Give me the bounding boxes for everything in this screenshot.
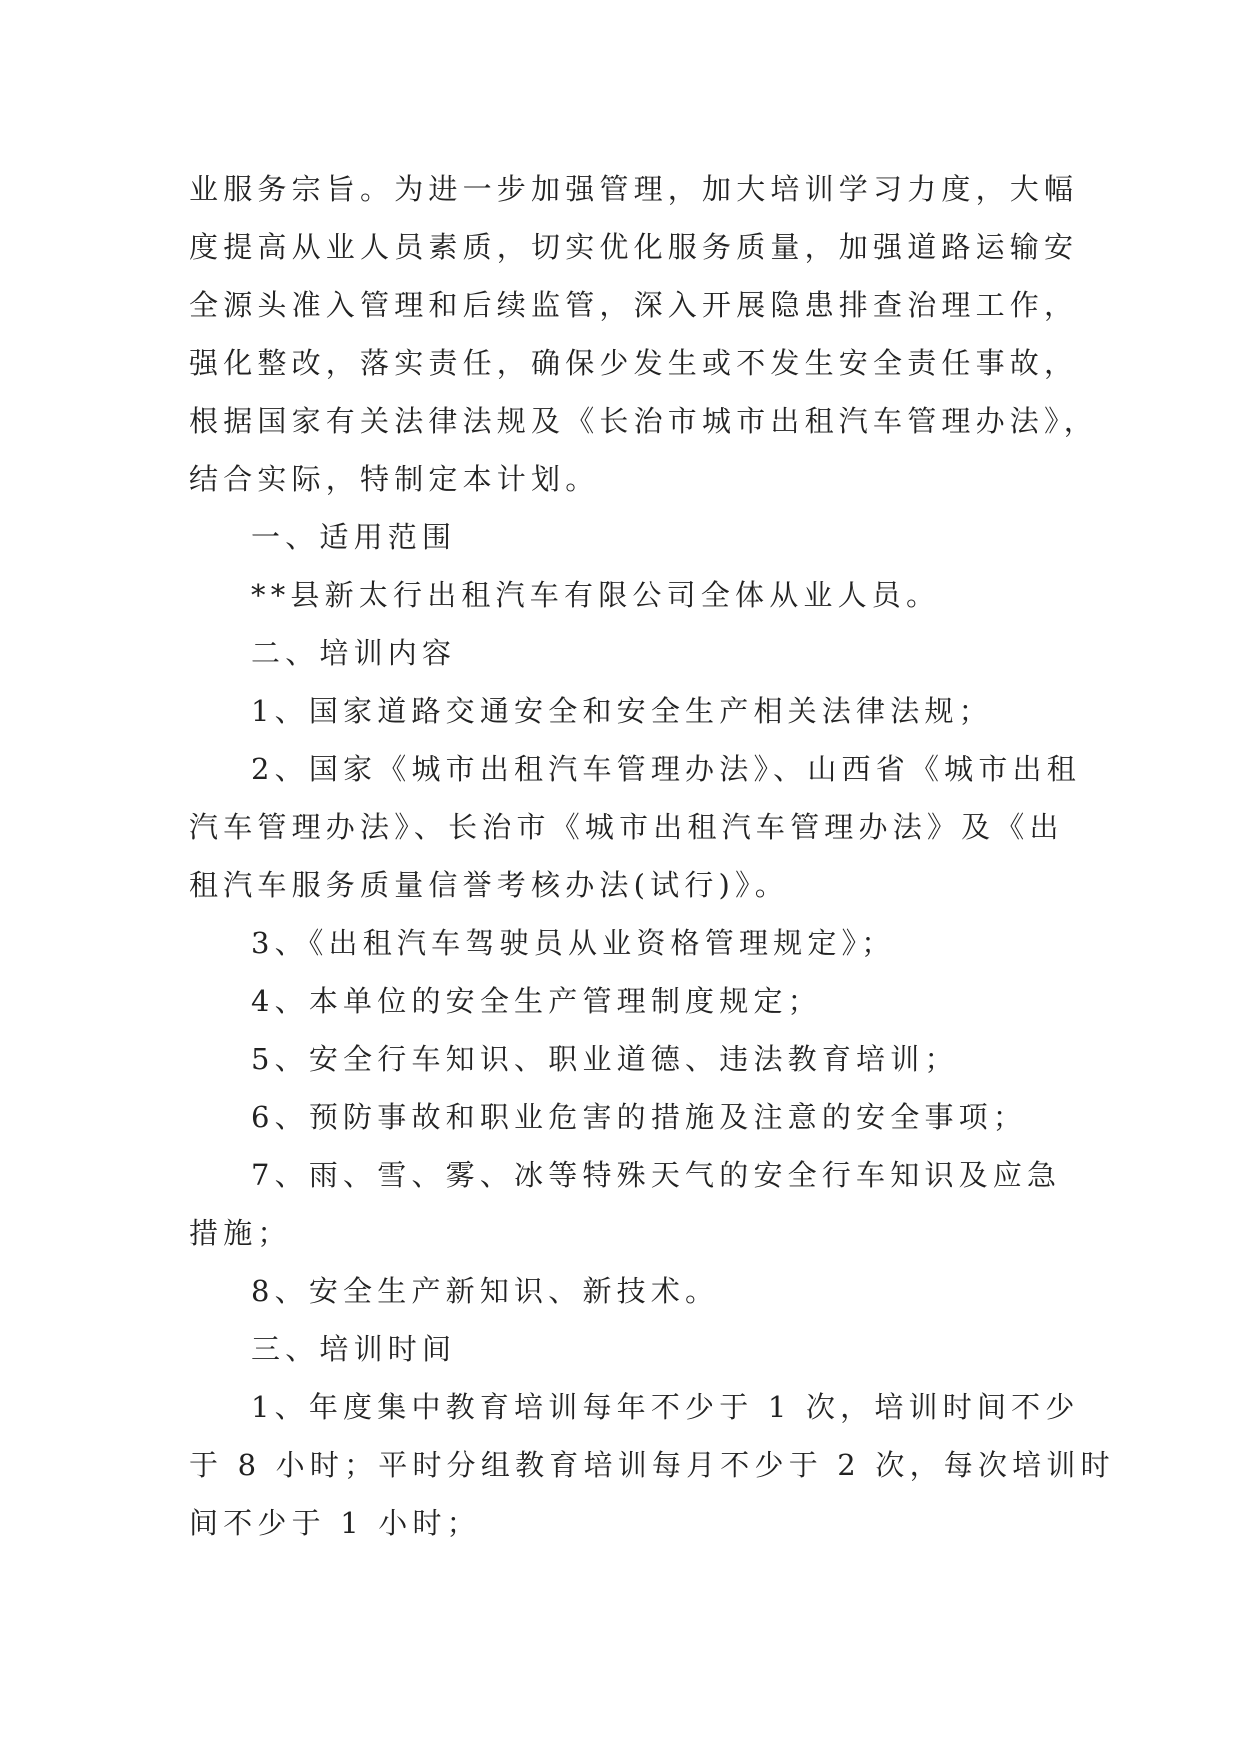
section-heading: 三、培训时间 [251,1332,457,1366]
list-item: 1、年度集中教育培训每年不少于 1 次，培训时间不少 [251,1390,1080,1424]
body-line: 结合实际，特制定本计划。 [189,462,600,496]
list-item-continuation: 租汽车服务质量信誉考核办法(试行)》。 [189,868,789,902]
body-line: 根据国家有关法律法规及《长治市城市出租汽车管理办法》， [189,404,1098,438]
list-item: 7、雨、雪、雾、冰等特殊天气的安全行车知识及应急 [251,1158,1062,1192]
list-item: 8、安全生产新知识、新技术。 [251,1274,720,1308]
list-item: 1、国家道路交通安全和安全生产相关法律法规； [251,694,993,728]
body-line: 业服务宗旨。为进一步加强管理，加大培训学习力度，大幅 [189,172,1079,206]
list-item-continuation: 措施； [189,1216,292,1250]
list-item: 2、国家《城市出租汽车管理办法》、山西省《城市出租 [251,752,1081,786]
list-item-continuation: 汽车管理办法》、长治市《城市出租汽车管理办法》及《出 [189,810,1064,844]
list-item: 3、《出租汽车驾驶员从业资格管理规定》； [251,926,896,960]
section-heading: 一、适用范围 [251,520,457,554]
body-line: 度提高从业人员素质，切实优化服务质量，加强道路运输安 [189,230,1079,264]
document-body [189,160,1115,1552]
list-item: 4、本单位的安全生产管理制度规定； [251,984,822,1018]
list-item-continuation: 间不少于 1 小时； [189,1506,481,1540]
body-line: 全源头准入管理和后续监管，深入开展隐患排查治理工作， [189,288,1079,322]
list-item-continuation: 于 8 小时；平时分组教育培训每月不少于 2 次，每次培训时 [189,1448,1115,1482]
body-line: **县新太行出租汽车有限公司全体从业人员。 [251,578,941,612]
list-item: 5、安全行车知识、职业道德、违法教育培训； [251,1042,959,1076]
section-heading: 二、培训内容 [251,636,457,670]
body-line: 强化整改，落实责任，确保少发生或不发生安全责任事故， [189,346,1079,380]
list-item: 6、预防事故和职业危害的措施及注意的安全事项； [251,1100,1028,1134]
